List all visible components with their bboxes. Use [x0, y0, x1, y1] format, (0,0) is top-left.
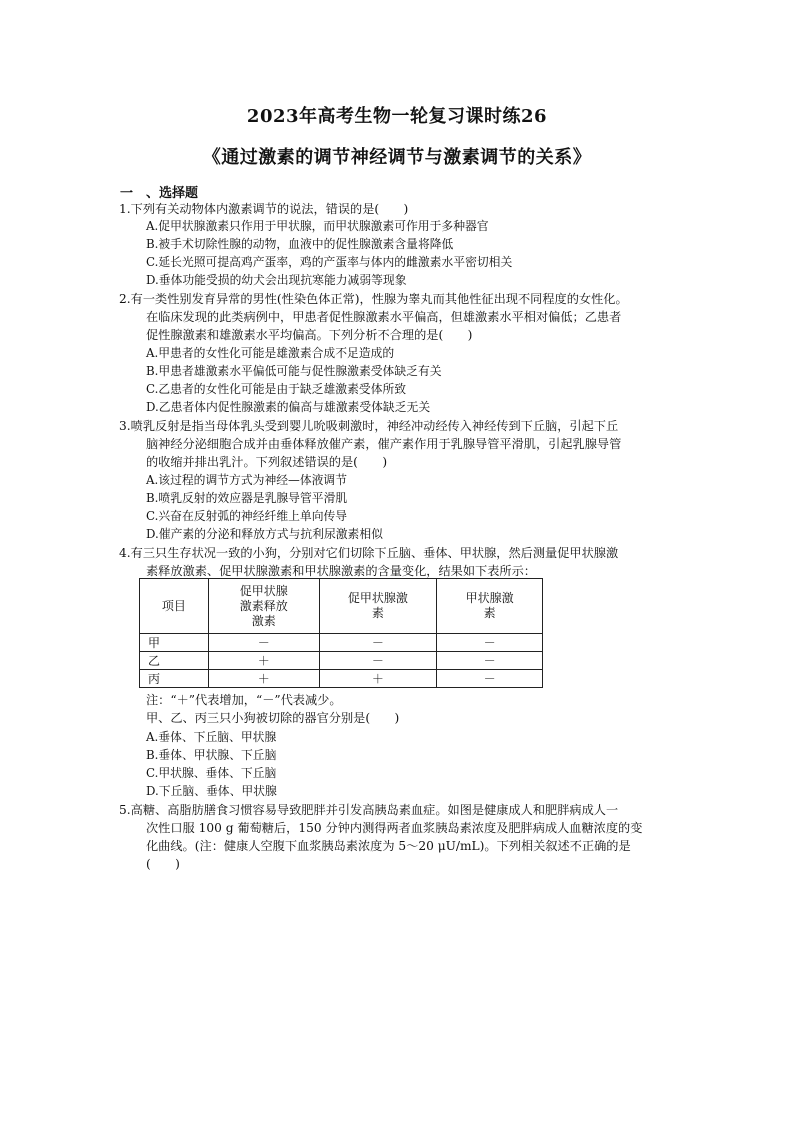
q3-stem-line-2: 脑神经分泌细胞合成并由垂体释放催产素，催产素作用于乳腺导管平滑肌，引起乳腺导管 — [146, 437, 622, 451]
q4-stem-line-1: 4.有三只生存状况一致的小狗，分别对它们切除下丘脑、垂体、甲状腺，然后测量促甲状腺激 — [119, 546, 619, 560]
q3-stem-line-3: 的收缩并排出乳汁。下列叙述错误的是( ) — [146, 455, 388, 469]
hormone-table — [139, 578, 543, 688]
table-header-trh — [208, 579, 319, 634]
q1-option-b: B.被手术切除性腺的动物，血液中的促性腺激素含量将降低 — [146, 237, 454, 251]
q3-option-a: A.该过程的调节方式为神经—体液调节 — [146, 473, 348, 487]
table-row — [140, 634, 543, 652]
table-header-row — [140, 579, 543, 634]
q1-option-c: C.延长光照可提高鸡产蛋率，鸡的产蛋率与体内的雌激素水平密切相关 — [146, 255, 513, 269]
header-th-line: 素 — [483, 606, 496, 620]
table-cell: 丙 — [140, 670, 209, 688]
document-subtitle: 《通过激素的调节神经调节与激素调节的关系》 — [202, 147, 592, 168]
table-cell: ＋ — [319, 670, 437, 688]
q4-stem-line-2: 素释放激素、促甲状腺激素和甲状腺激素的含量变化，结果如下表所示： — [146, 564, 536, 578]
table-cell: － — [437, 634, 543, 652]
table-row — [140, 670, 543, 688]
q2-stem-line-3: 促性腺激素和雄激素水平均偏高。下列分析不合理的是( ) — [146, 328, 473, 342]
table-row — [140, 652, 543, 670]
q3-option-b: B.喷乳反射的效应器是乳腺导管平滑肌 — [146, 491, 348, 505]
q2-stem-line-2: 在临床发现的此类病例中，甲患者促性腺激素水平偏高，但雄激素水平相对偏低；乙患者 — [146, 310, 622, 324]
table-cell: 甲 — [140, 634, 209, 652]
table-header-tsh — [319, 579, 437, 634]
table-cell: － — [208, 634, 319, 652]
table-cell: 乙 — [140, 652, 209, 670]
q4-ask: 甲、乙、丙三只小狗被切除的器官分别是( ) — [146, 711, 400, 725]
header-tsh-line: 素 — [371, 606, 384, 620]
q5-stem-line-3: 化曲线。(注：健康人空腹下血浆胰岛素浓度为 5～20 μU/mL)。下列相关叙述不正确的是 — [146, 839, 631, 853]
header-trh-line: 促甲状腺 — [239, 583, 288, 598]
section-heading: 一 、选择题 — [120, 186, 199, 201]
header-trh-line: 激素 — [251, 613, 276, 628]
table-header-item — [140, 579, 209, 634]
q5-stem-line-1: 5.高糖、高脂肪膳食习惯容易导致肥胖并引发高胰岛素血症。如图是健康成人和肥胖病成人一 — [119, 803, 619, 817]
q2-option-d: D.乙患者体内促性腺激素的偏高与雄激素受体缺乏无关 — [146, 400, 431, 414]
table-cell: － — [319, 652, 437, 670]
q4-option-a: A.垂体、下丘脑、甲状腺 — [146, 730, 277, 744]
q4-note: 注：“＋”代表增加，“－”代表减少。 — [146, 693, 342, 707]
q4-option-c: C.甲状腺、垂体、下丘脑 — [146, 766, 277, 780]
q1-option-a: A.促甲状腺激素只作用于甲状腺，而甲状腺激素可作用于多种器官 — [146, 219, 489, 233]
q1-option-d: D.垂体功能受损的幼犬会出现抗寒能力减弱等现象 — [146, 273, 407, 287]
header-trh-line: 激素释放 — [239, 598, 288, 613]
table-cell: － — [319, 634, 437, 652]
table-cell: － — [437, 652, 543, 670]
q4-option-b: B.垂体、甲状腺、下丘脑 — [146, 748, 277, 762]
header-item-text: 项目 — [161, 598, 186, 613]
header-th-line: 甲状腺激 — [465, 591, 514, 605]
document-title: 2023年高考生物一轮复习课时练26 — [246, 106, 548, 127]
q5-stem-line-2: 次性口服 100 g 葡萄糖后，150 分钟内测得两者血浆胰岛素浓度及肥胖病成人血糖浓度的变 — [146, 821, 643, 835]
q2-option-c: C.乙患者的女性化可能是由于缺乏雄激素受体所致 — [146, 382, 407, 396]
q3-option-c: C.兴奋在反射弧的神经纤维上单向传导 — [146, 509, 348, 523]
q1-stem: 1.下列有关动物体内激素调节的说法，错误的是( ) — [119, 202, 409, 216]
q3-option-d: D.催产素的分泌和释放方式与抗利尿激素相似 — [146, 527, 383, 541]
table-cell: － — [437, 670, 543, 688]
header-tsh-line: 促甲状腺激 — [347, 591, 408, 605]
table-header-th — [437, 579, 543, 634]
table-cell: ＋ — [208, 652, 319, 670]
q4-option-d: D.下丘脑、垂体、甲状腺 — [146, 784, 277, 798]
q2-option-b: B.甲患者雄激素水平偏低可能与促性腺激素受体缺乏有关 — [146, 364, 442, 378]
q2-option-a: A.甲患者的女性化可能是雄激素合成不足造成的 — [146, 346, 395, 360]
q5-stem-line-4: ( ) — [146, 857, 180, 871]
q3-stem-line-1: 3.喷乳反射是指当母体乳头受到婴儿吮吸刺激时，神经冲动经传入神经传到下丘脑，引起下丘 — [119, 419, 619, 433]
q2-stem-line-1: 2.有一类性别发育异常的男性(性染色体正常)，性腺为睾丸而其他性征出现不同程度的女性化。 — [119, 292, 628, 306]
table-cell: ＋ — [208, 670, 319, 688]
